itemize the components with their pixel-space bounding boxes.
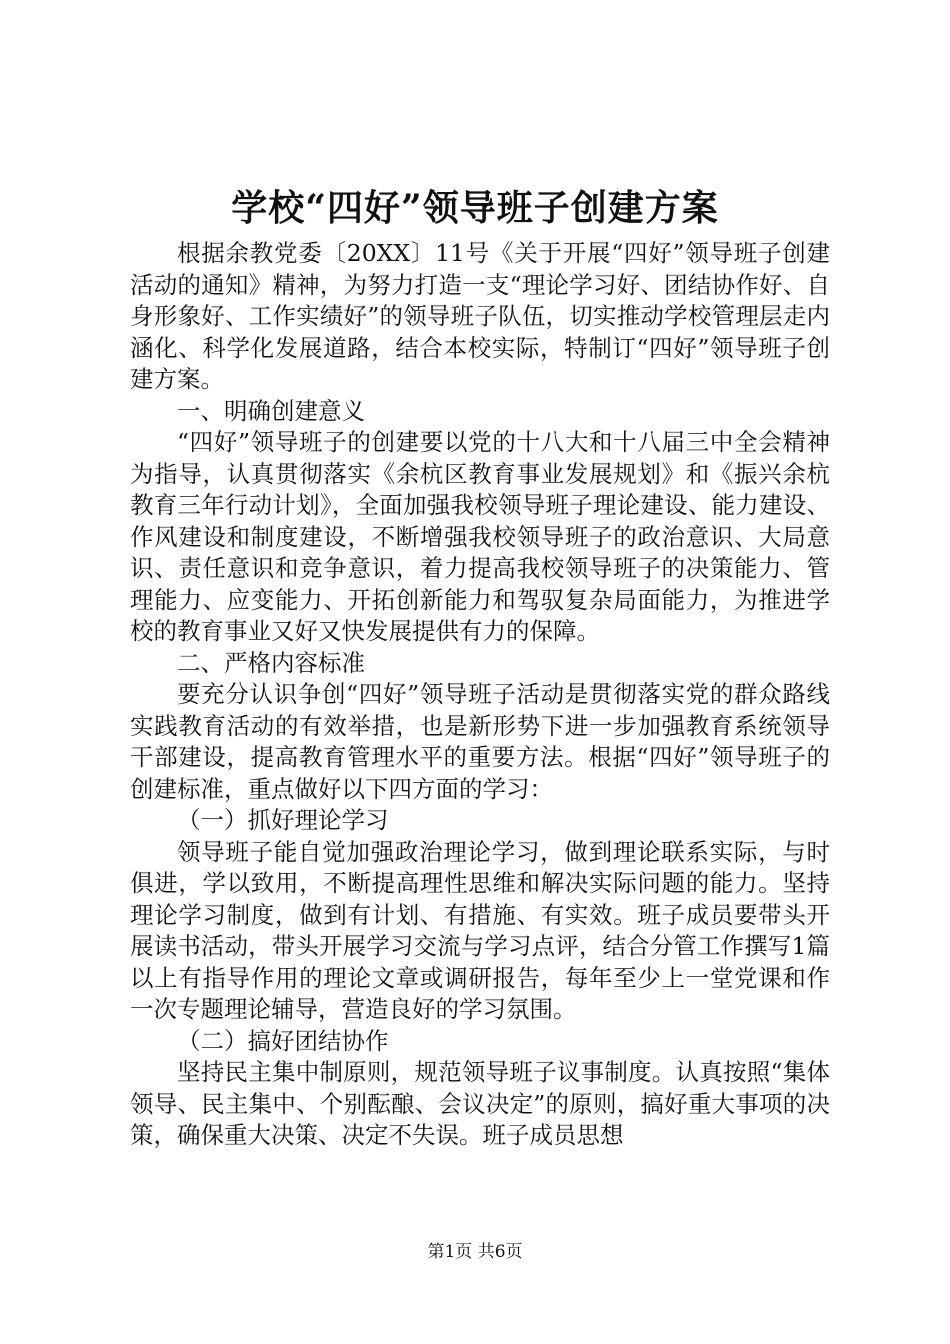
body-paragraph: 坚持民主集中制原则，规范领导班子议事制度。认真按照“集体领导、民主集中、个别酝酿、会议决定”的原则，搞好重大事项的决策，确保重大决策、决定不失误。班子成员思想 <box>130 1058 830 1149</box>
body-paragraph: “四好”领导班子的创建要以党的十八大和十八届三中全会精神为指导，认真贯彻落实《余杭区教育事业发展规划》和《振兴余杭教育三年行动计划》，全面加强我校领导班子理论建设、能力建设、作风建设和制度建设，不断增强我校领导班子的政治意识、大局意识、责任意识和竞争意识，着力提高我校领导班子的决策能力、管理能力、应变能力、开拓创新能力和驾驭复杂局面能力，为推进学校的教育事业又好又快发展提供有力的保障。 <box>130 428 830 645</box>
section-heading-1: 一、明确创建意义 <box>177 396 365 425</box>
body-paragraph: 要充分认识争创“四好”领导班子活动是贯彻落实党的群众路线实践教育活动的有效举措，也是新形势下进一步加强教育系统领导干部建设，提高教育管理水平的重要方法。根据“四好”领导班子的创建标准，重点做好以下四方面的学习： <box>130 680 830 803</box>
subsection-heading-1: （一）抓好理论学习 <box>177 806 389 834</box>
page-footer: 第1页 共6页 <box>427 1242 523 1262</box>
subsection-heading-2: （二）搞好团结协作 <box>177 1026 389 1055</box>
document-body <box>130 238 830 1152</box>
section-heading-2: 二、严格内容标准 <box>177 648 365 677</box>
intro-paragraph: 根据余教党委〔20XX〕11号《关于开展“四好”领导班子创建活动的通知》精神，为努力打造一支“理论学习好、团结协作好、自身形象好、工作实绩好”的领导班子队伍，切实推动学校管理层走内涵化、科学化发展道路，结合本校实际，特制订“四好”领导班子创建方案。 <box>130 239 830 393</box>
body-paragraph: 领导班子能自觉加强政治理论学习，做到理论联系实际，与时俱进，学以致用，不断提高理性思维和解决实际问题的能力。坚持理论学习制度，做到有计划、有措施、有实效。班子成员要带头开展读书活动，带头开展学习交流与学习点评，结合分管工作撰写1篇以上有指导作用的理论文章或调研报告，每年至少上一堂党课和作一次专题理论辅导，营造良好的学习氛围。 <box>130 837 830 1023</box>
document-title: 学校“四好”领导班子创建方案 <box>231 187 719 229</box>
